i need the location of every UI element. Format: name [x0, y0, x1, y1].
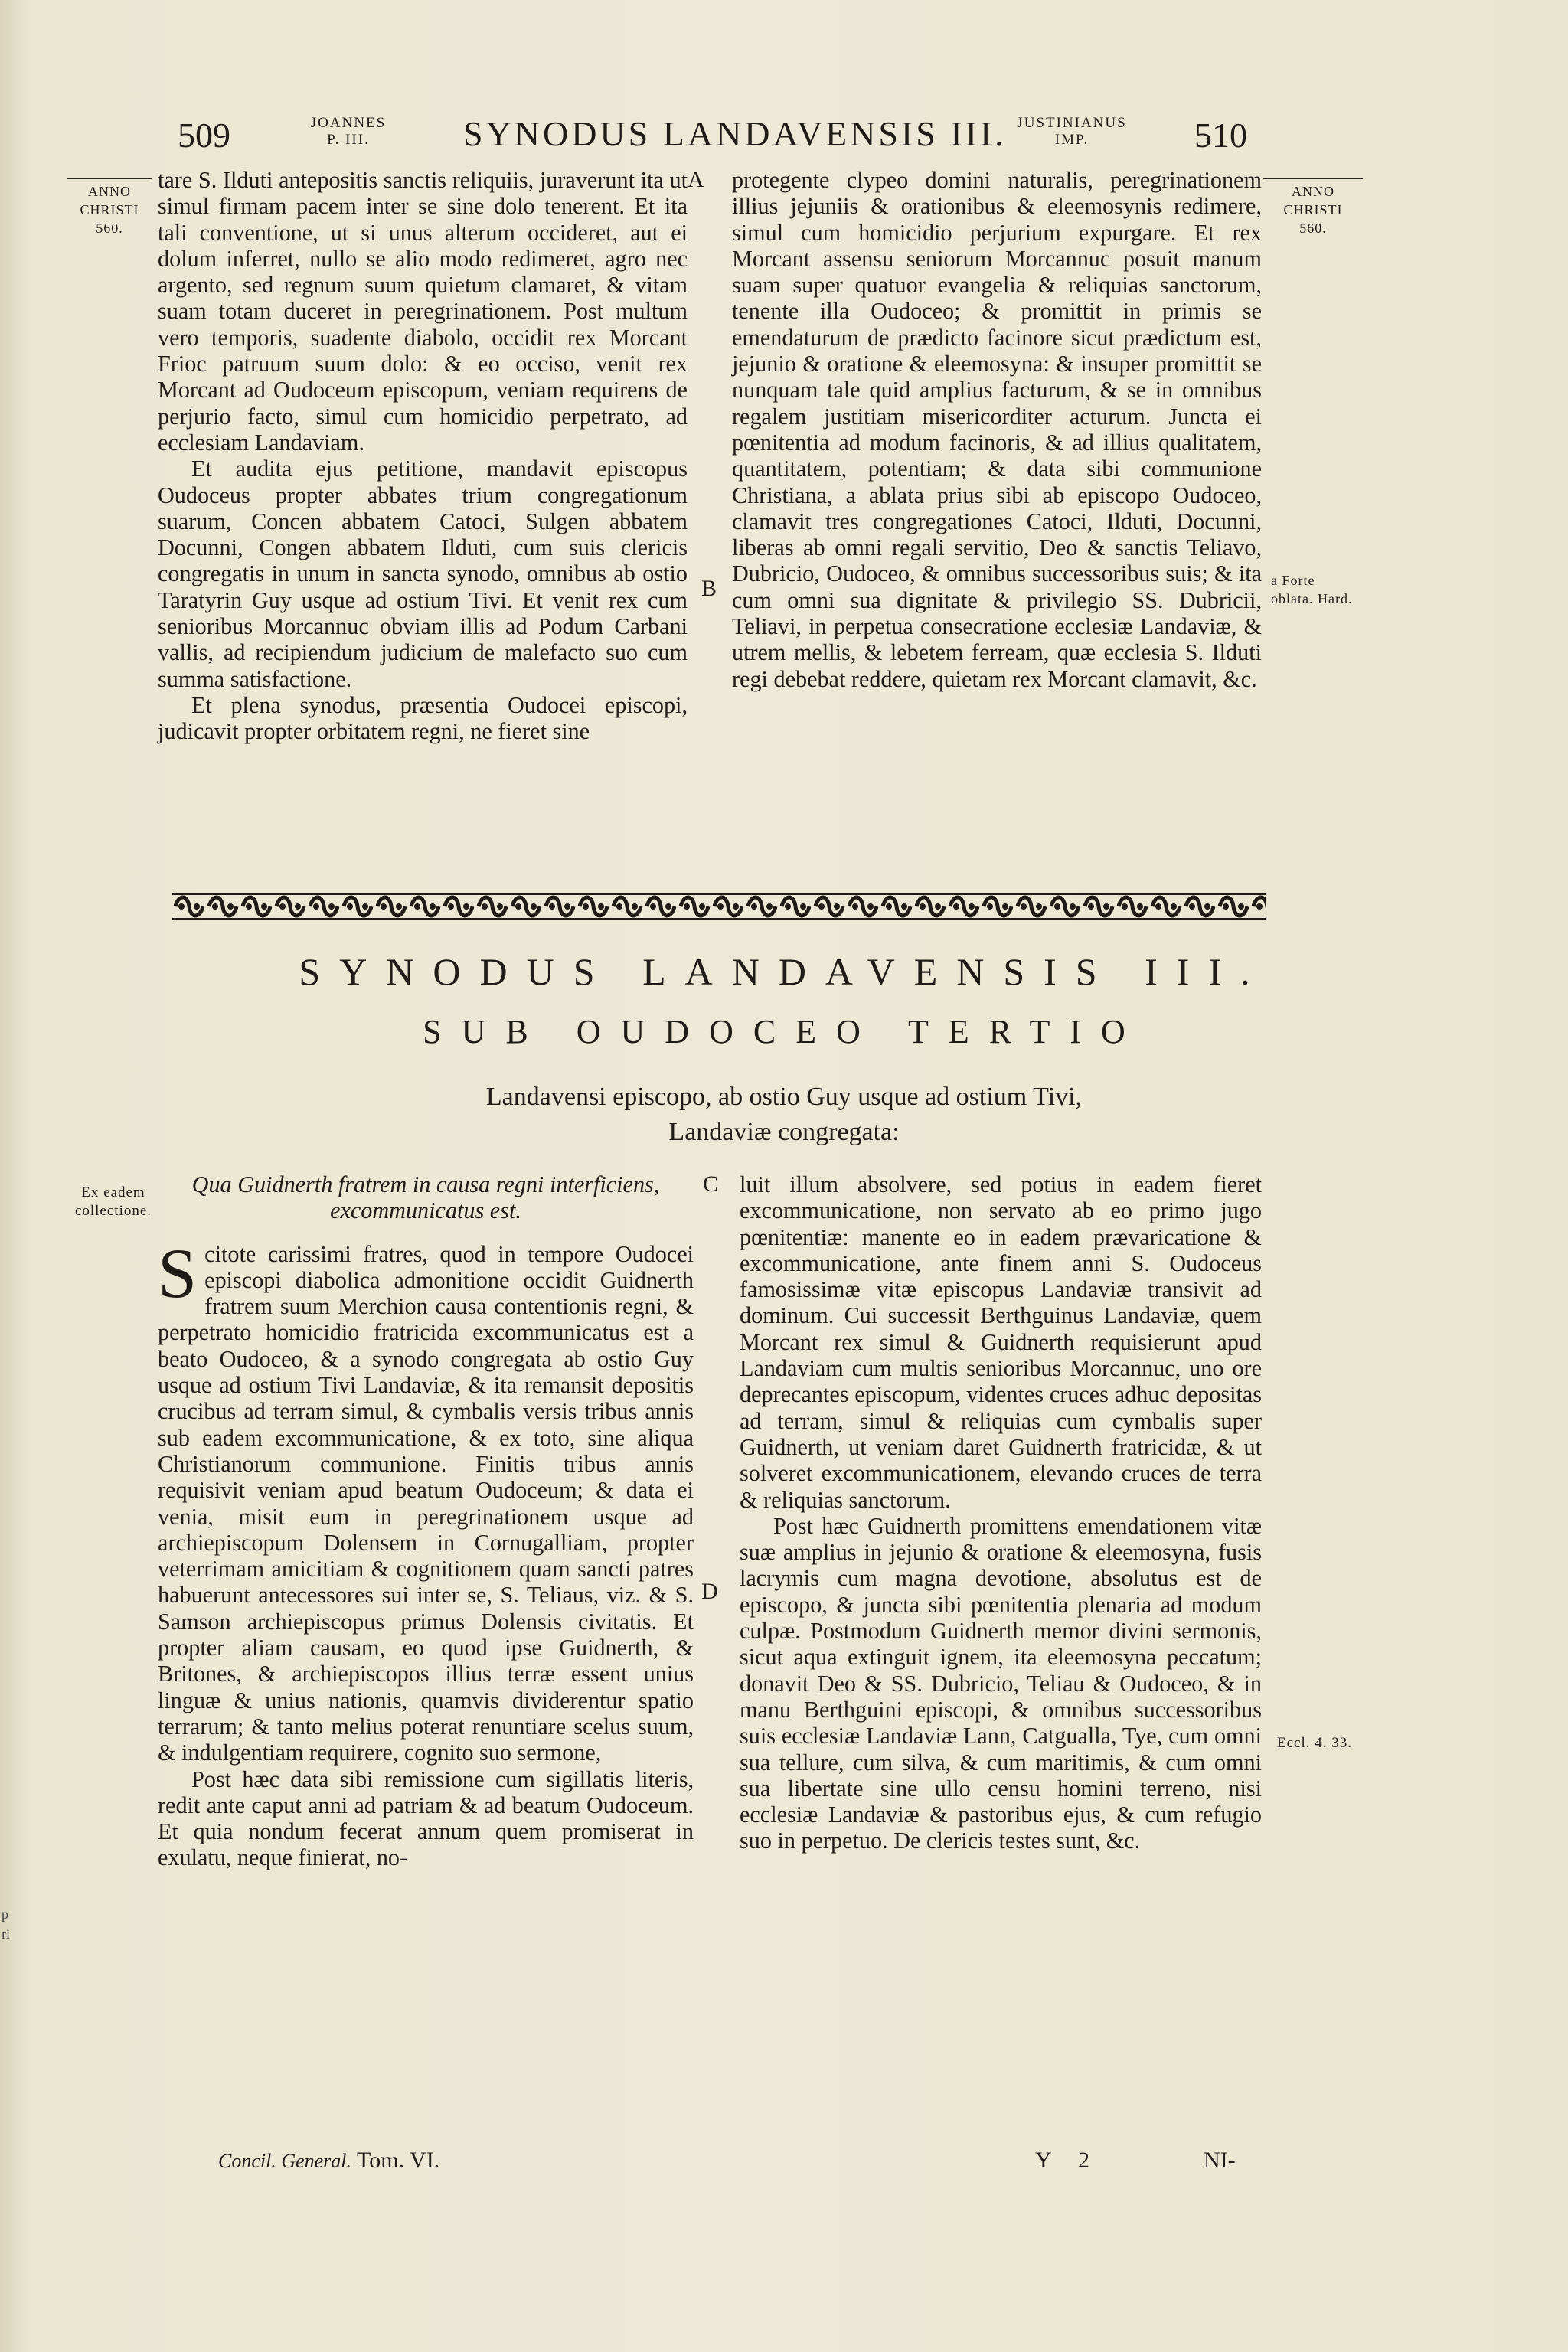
section-letter-c: C [703, 1171, 719, 1197]
margin-anno-left-line1: ANNO [88, 184, 131, 199]
section-subtitle-line3: Landavensi episcopo, ab ostio Guy usque ad ostium Tivi, [485, 1083, 1083, 1111]
paragraph: Post hæc data sibi remissione cum sigillatis literis, redit ante caput anni ad patriam & ad beatum Oudoceum. Et quia nondum fecerat annum quem promiserat in exulatu, neque finierat, no- [158, 1766, 694, 1871]
margin-anno-right-line2: CHRISTI [1283, 202, 1343, 217]
footer-volume-italic: Concil. General. [218, 2150, 352, 2172]
margin-note-forte [1271, 571, 1378, 608]
margin-anno-left-line3: 560. [96, 220, 123, 236]
section-subtitle-line4: Landaviæ congregata: [668, 1118, 900, 1146]
running-head-left-line2: P. III. [327, 132, 370, 148]
top-right-column [732, 167, 1262, 692]
edge-mark: p [2, 1906, 8, 1922]
margin-note-forte-line2: oblata. Hard. [1271, 591, 1353, 606]
margin-note-forte-line1: a Forte [1271, 573, 1315, 588]
page-header-title: SYNODUS LANDAVENSIS III. [463, 114, 1007, 153]
running-head-right-line2: IMP. [1054, 132, 1089, 148]
bottom-right-column [740, 1171, 1262, 1854]
footer-volume-text: Tom. VI. [357, 2148, 440, 2173]
running-head-left [299, 115, 398, 149]
paragraph: protegente clypeo domini naturalis, peregrinationem illius jejuniis & orationibus & eleemosynis redimere, simul cum homicidio perjurium expurgare. Et rex Morcant assensu seniorum Morcannuc posuit manum suam super quatuor evangelia & reliquias sanctorum, tenente illa Oudoceo; & promittit in primis se emendaturum de prædicto facinore sicut prædictum est, jejunio & oratione & eleemosyna: & insuper promittit se nunquam tale quid amplius facturum, & se in omnibus regalem justitiam misericorditer acturum. Juncta ei pœnitentia ad modum facinoris, & ad illius qualitatem, quantitatem, potentiam; & data sibi communione Christiana, a ablata prius sibi ab episcopo Oudoceo, clamavit tres congregationes Catoci, Ilduti, Docunni, liberas ab omni regali servitio, Deo & sanctis Teliavo, Dubricio, Oudoceo, & omnibus successoribus suis; & ita cum omni sua dignitate & privilegio SS. Dubricii, Teliavi, in perpetua consecratione ecclesiæ Landaviæ, & utrem mellis, & lebetem ferream, quæ ecclesia S. Ilduti regi debebat reddere, quietam rex Morcant clamavit, &c. [732, 167, 1262, 692]
page-number-right: 510 [1194, 116, 1247, 155]
margin-rule [1263, 178, 1363, 179]
running-head-left-line1: JOANNES [310, 115, 387, 131]
paragraph: Post hæc Guidnerth promittens emendationem vitæ suæ amplius in jejunio & oratione & eleemosyna, fusis lacrymis cum magna devotione, absolutus est de episcopo, & juncta sibi pœnitentia plenaria ad modum culpæ. Postmodum Guidnerth memor divini sermonis, sicut aqua extinguit ignem, ita eleemosyna peccatum; donavit Deo & SS. Dubricio, Teliau & Oudoceo, & in manu Berthguini episcopi, & omnibus successoribus suis ecclesiæ Landaviæ Lann, Catgualla, Tye, cum omni sua tellure, cum silva, & cum maritimis, & cum omni sua libertate sine ullo censu homini terreno, nisi ecclesiæ Landaviæ & pastoribus ejus, & cum refugio suo in perpetuo. De clericis testes sunt, &c. [740, 1512, 1262, 1854]
edge-mark: ri [2, 1926, 10, 1942]
running-head-right [995, 115, 1148, 149]
section-letter-b: B [701, 576, 717, 601]
drop-cap: S [158, 1233, 198, 1312]
margin-anno-right [1263, 178, 1363, 237]
paragraph: luit illum absolvere, sed potius in eadem fieret excommunicatione, non servato ab eo primo jugo pœnitentiæ: manente eo in eadem prævaricatione & excommunicatione, ante finem anni S. Oudoceus famosissimæ vitæ episcopus Landaviæ transivit ad dominum. Cui successit Berthguinus Landaviæ, quem Morcant rex simul & Guidnerth requisierunt apud Landaviam cum multis senioribus Morcannuc, uno ore deprecantes episcopum, videntes cruces adhuc depositas ad terram, simul & reliquias cum cymbalis super Guidnerth, ut veniam daret Guidnerth fratricidæ, & ut solveret excommunicationem, elevando cruces de terra & reliquias sanctorum. [740, 1171, 1262, 1513]
paragraph: tare S. Ilduti antepositis sanctis reliquiis, juraverunt ita ut simul firmam pacem inter se sine dolo tenerent. Et ita tali conventione, ut si unus alterum occideret, aut ei dolum inferret, nullo se alio modo redimeret, agro nec argento, sed regnum suum quietum clamaret, & vitam suam totam duceret in peregrinationem. Post multum vero temporis, suadente diabolo, occidit rex Morcant Frioc patruum suum dolo: & eo occiso, venit rex Morcant ad Oudoceum episcopum, veniam requirens de perjurio facto, simul cum homicidio perpetrato, ad ecclesiam Landaviam. [158, 167, 688, 456]
running-head-right-line1: JUSTINIANUS [1017, 115, 1127, 131]
section-letter-a: A [688, 167, 704, 192]
margin-anno-left [67, 178, 152, 237]
footer-catchword: NI- [1204, 2148, 1236, 2173]
section-heading: Qua Guidnerth fratrem in causa regni interficiens, excommunicatus est. [191, 1171, 660, 1224]
margin-reference: Eccl. 4. 33. [1277, 1735, 1353, 1751]
paragraph-text: citote carissimi fratres, quod in tempore Oudocei episcopi diabolica admonitione occidit Guidnerth fratrem suum Merchion causa contentionis regni, & perpetrato homicidio fratricida excommunicatus est a beato Oudoceo, & a synodo congregata ab ostio Guy usque ad ostium Tivi Landaviæ, & ita remansit depositis crucibus ad terram simul, & cymbalis versis tribus annis sub eadem excommunicatione, & ex toto, sine aliqua Christianorum communione. Finitis tribus annis requisivit veniam apud beatum Oudoceum; & data ei venia, misit eum in peregrinationem usque ad archiepiscopum Dolensem in Cornugalliam, propter veterrimam amicitiam & cognitionem quam sancti patres habuerunt antecessores sui inter se, S. Teliaus, viz. & S. Samson archiepiscopus primus Dolensis civitatis. Et propter aliam causam, eo quod ipse Guidnerth, & Britones, & archiepiscopos illius terræ essent unius linguæ & unius nationis, quamvis dividerentur spatio terrarum; & tanto melius poterat renuntiare scelus suum, & indulgentiam requirere, cognito suo sermone, [158, 1240, 694, 1766]
paragraph: Et plena synodus, præsentia Oudocei episcopi, judicavit propter orbitatem regni, ne fieret sine [158, 691, 688, 745]
section-subtitle: SUB OUDOCEO TERTIO [423, 1013, 1145, 1050]
ornament-band [172, 890, 1266, 923]
paragraph: Et audita ejus petitione, mandavit episcopus Oudoceus propter abbates trium congregationum suarum, Concen abbatem Catoci, Sulgen abbatem Docunni, Congen abbatem Ilduti, cum suis clericis congregatis in unum in sancta synodo, omnibus ab ostio Taratyrin Guy usque ad ostium Tivi. Et venit rex cum senioribus Morcannuc obviam illis ad Podum Carbani vallis, ad recipiendum judicium de malefacto suo cum summa satisfactione. [158, 456, 688, 692]
section-title: SYNODUS LANDAVENSIS III. [299, 950, 1269, 993]
margin-source-note [70, 1184, 156, 1220]
margin-anno-right-line3: 560. [1299, 220, 1327, 236]
footer-volume [218, 2148, 439, 2174]
margin-source-line2: collectione. [74, 1203, 152, 1219]
page-number-left: 509 [178, 116, 230, 155]
margin-anno-left-line2: CHRISTI [80, 202, 139, 217]
bottom-left-column [158, 1171, 694, 1871]
section-letter-d: D [701, 1579, 718, 1604]
margin-source-line1: Ex eadem [81, 1184, 145, 1200]
margin-rule [67, 178, 152, 179]
margin-anno-right-line1: ANNO [1292, 184, 1334, 199]
footer-signature: Y 2 [1035, 2148, 1101, 2173]
top-left-column [158, 167, 688, 745]
paragraph [158, 1233, 694, 1766]
